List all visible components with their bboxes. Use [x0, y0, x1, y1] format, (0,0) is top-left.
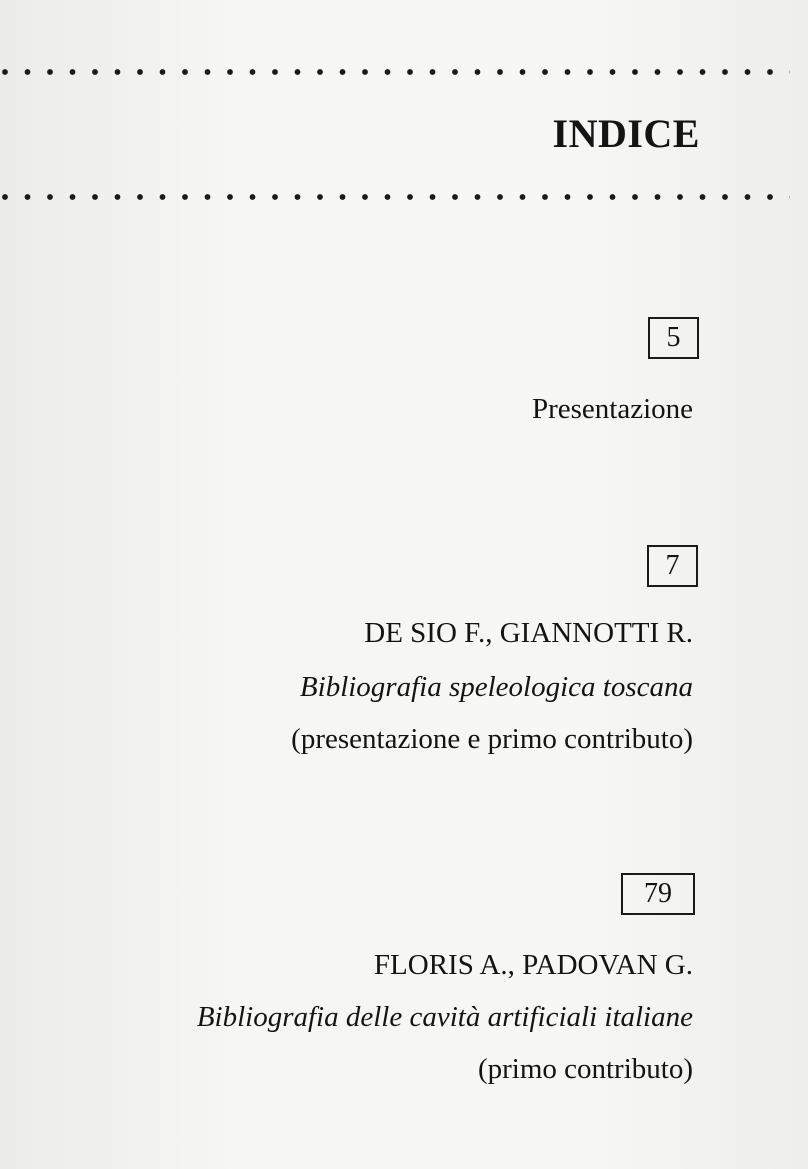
entry-title: Bibliografia speleologica toscana	[299, 671, 693, 703]
entry-authors: FLORIS A., PADOVAN G.	[373, 949, 693, 981]
entry-note: (presentazione e primo contributo)	[291, 723, 693, 755]
dotted-rule-bottom	[0, 192, 790, 202]
entry-title: Bibliografia delle cavità artificiali italiane	[196, 1001, 693, 1033]
entry-page-number: 7	[647, 545, 698, 587]
dotted-rule-top	[0, 67, 790, 77]
entry-authors: DE SIO F., GIANNOTTI R.	[364, 617, 693, 649]
page-title: INDICE	[552, 111, 700, 156]
entry-title: Presentazione	[531, 393, 693, 425]
entry-page-number: 79	[621, 873, 695, 915]
entry-page-number: 5	[648, 317, 699, 359]
entry-note: (primo contributo)	[477, 1053, 693, 1085]
